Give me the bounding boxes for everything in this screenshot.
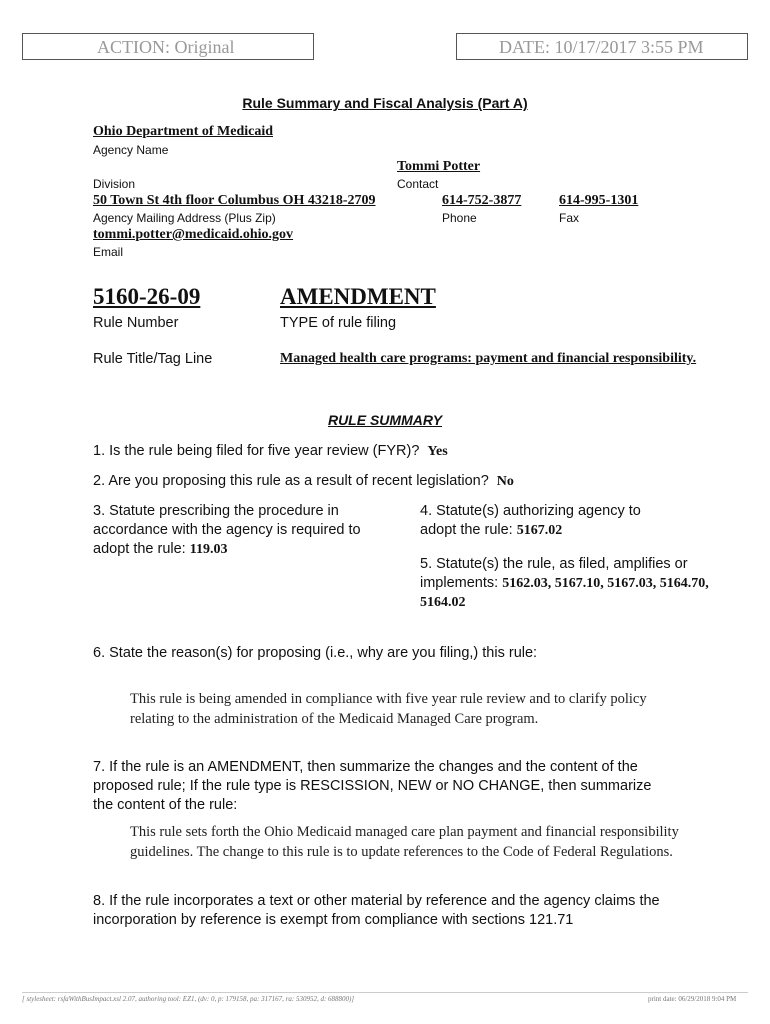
question-7: 7. If the rule is an AMENDMENT, then summarize the changes and the content of the proposed rule; If the rule type is RESCISSION, NEW or NO CHANGE, then summarize the content of the rule: [93,759,652,813]
question-3 [93,502,378,559]
question-2 [93,472,733,491]
answer-3: 119.03 [189,542,228,557]
answer-6: This rule is being amended in compliance with five year rule review and to clarify policy relating to the administration of the Medicaid Managed Care program. [130,691,647,727]
contact-name: Tommi Potter [397,159,481,174]
phone-label: Phone [442,211,477,225]
page-title: Rule Summary and Fiscal Analysis (Part A) [242,95,528,111]
email-label: Email [93,245,124,259]
answer-1: Yes [427,444,448,459]
question-1 [93,442,733,461]
rule-title: Managed health care programs: payment and financial responsibility. [280,351,697,366]
contact-label: Contact [397,177,439,191]
rule-number-label: Rule Number [93,315,179,331]
question-5 [420,555,720,612]
footer-divider [22,992,748,993]
question-4-text: 4. Statute(s) authorizing agency to adopt the rule: [420,503,641,538]
phone-number: 614-752-3877 [442,193,522,208]
question-5-text: 5. Statute(s) the rule, as filed, amplifies or implements: [420,556,688,591]
rule-title-label: Rule Title/Tag Line [93,351,213,367]
action-text: ACTION: Original [97,37,235,57]
question-4 [420,502,675,540]
answer-4: 5167.02 [516,523,563,538]
answer-2: No [496,474,514,489]
division-label: Division [93,177,136,191]
fax-label: Fax [559,211,580,225]
question-3-text: 3. Statute prescribing the procedure in accordance with the agency is required to adopt the rule: [93,503,361,557]
question-2-text: 2. Are you proposing this rule as a result of recent legislation? [93,473,489,489]
rule-type: AMENDMENT [280,284,436,309]
mailing-address-label: Agency Mailing Address (Plus Zip) [93,211,276,225]
footer-print-date: print date: 06/29/2018 9:04 PM [648,995,737,1003]
rule-summary-heading: RULE SUMMARY [327,412,443,428]
fax-number: 614-995-1301 [559,193,639,208]
answer-5: 5162.03, 5167.10, 5167.03, 5164.70, 5164.02 [420,576,709,610]
mailing-address: 50 Town St 4th floor Columbus OH 43218-2709 [93,193,376,208]
question-6: 6. State the reason(s) for proposing (i.e., why are you filing,) this rule: [93,645,538,661]
question-1-text: 1. Is the rule being filed for five year review (FYR)? [93,443,420,459]
agency-name-label: Agency Name [93,143,169,157]
email-address: tommi.potter@medicaid.ohio.gov [93,227,294,242]
action-box [22,33,314,60]
answer-7: This rule sets forth the Ohio Medicaid managed care plan payment and financial responsibility guidelines. The change to this rule is to update references to the Code of Federal Regulations. [130,824,679,860]
question-8: 8. If the rule incorporates a text or other material by reference and the agency claims the incorporation by reference is exempt from compliance with sections 121.71 [93,893,660,928]
date-text: DATE: 10/17/2017 3:55 PM [499,37,704,57]
rule-number: 5160-26-09 [93,284,201,309]
date-box [456,33,748,60]
agency-name: Ohio Department of Medicaid [93,124,274,139]
rule-type-label: TYPE of rule filing [280,315,397,331]
footer-stylesheet-info: [ stylesheet: rsfaWithBusImpact.xsl 2.07, authoring tool: EZ1, (dv: 0, p: 179158, pa: 317167, ra: 530952, d: 688800)] [22,995,355,1003]
